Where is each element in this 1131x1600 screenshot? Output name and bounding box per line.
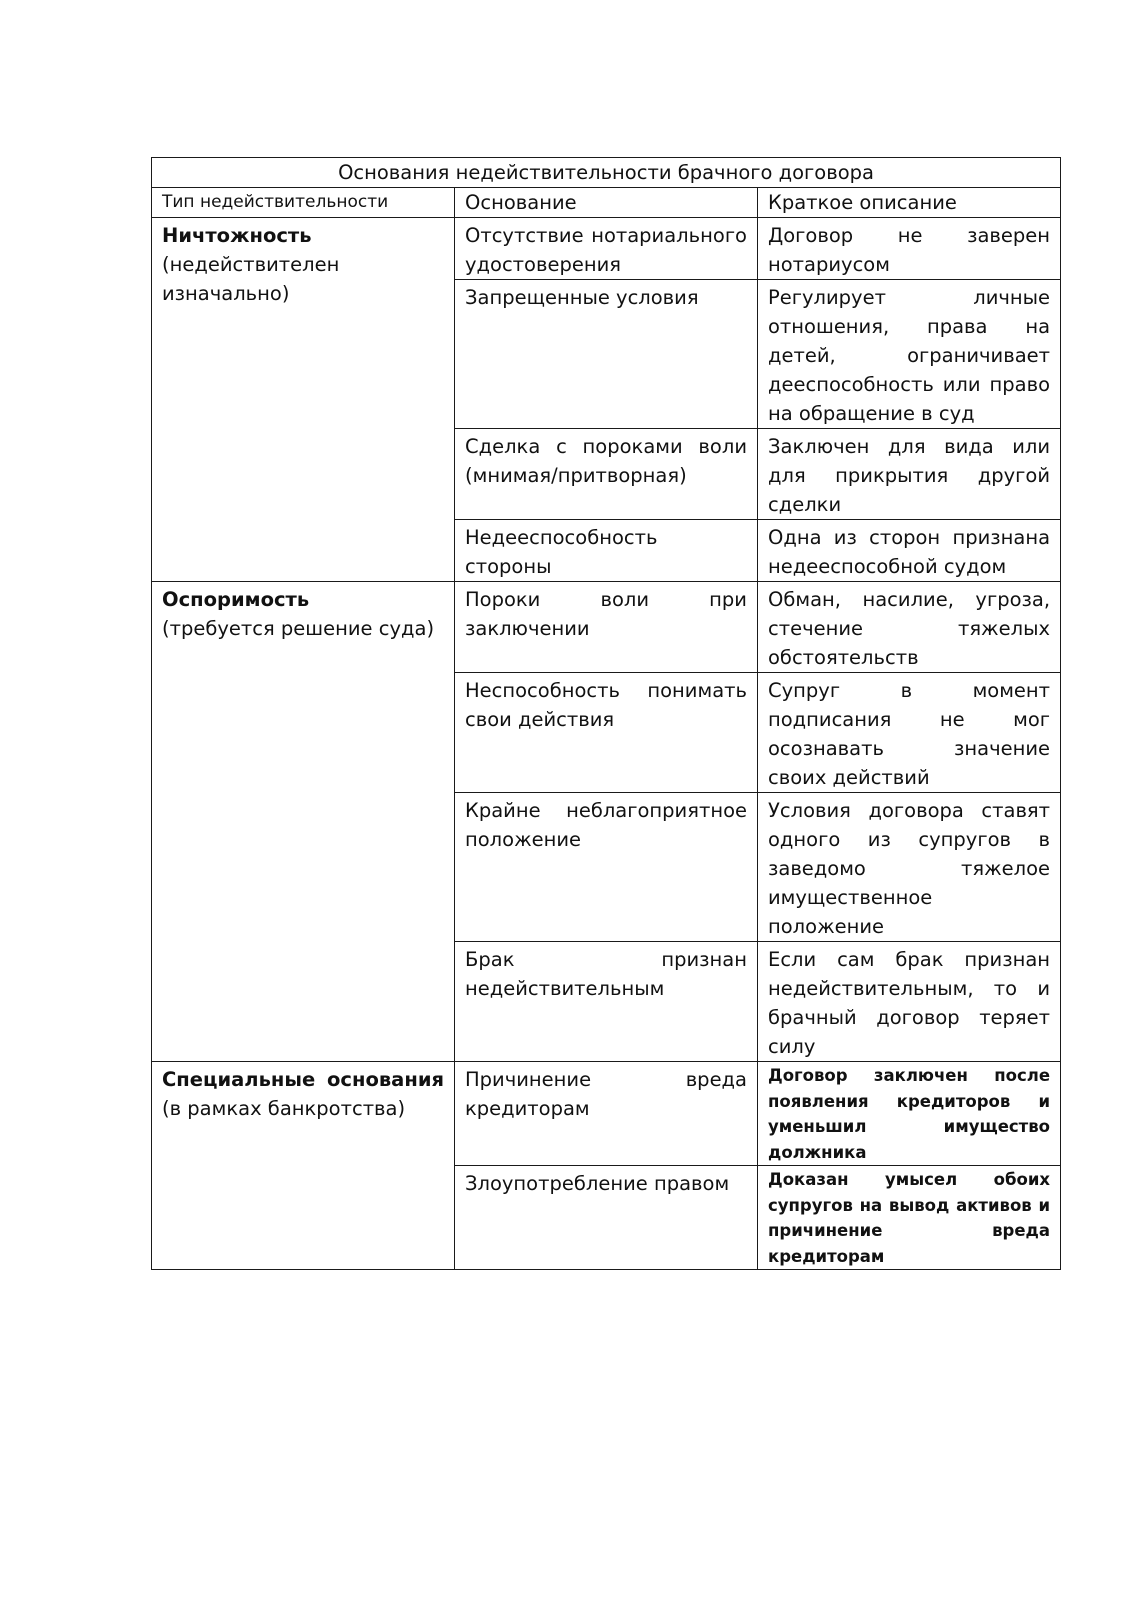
caption-row: [152, 158, 1061, 188]
type-cell-special: [152, 1062, 455, 1270]
ground-cell: Недееспособность стороны: [455, 520, 758, 582]
description-cell: Супруг в момент подписания не мог осознавать значение своих действий: [758, 673, 1061, 793]
header-row: [152, 188, 1061, 218]
table-row: [152, 582, 1061, 673]
header-type: Тип недействительности: [152, 188, 455, 218]
type-note: (недействителен изначально): [162, 253, 340, 305]
description-cell: Обман, насилие, угроза, стечение тяжелых обстоятельств: [758, 582, 1061, 673]
table-row: [152, 1062, 1061, 1166]
type-title: Оспоримость: [162, 588, 310, 611]
description-cell: Договор не заверен нотариусом: [758, 218, 1061, 280]
invalidity-grounds-table: [151, 157, 1061, 1270]
ground-cell: Крайне неблагоприятное положение: [455, 793, 758, 942]
type-note: (требуется решение суда): [162, 617, 435, 640]
ground-cell: Запрещенные условия: [455, 280, 758, 429]
ground-cell: Сделка с пороками воли (мнимая/притворная): [455, 429, 758, 520]
table-row: [152, 218, 1061, 280]
description-cell: Заключен для вида или для прикрытия другой сделки: [758, 429, 1061, 520]
type-cell-voidability: [152, 582, 455, 1062]
type-cell-nullity: [152, 218, 455, 582]
type-note: (в рамках банкротства): [162, 1097, 406, 1120]
description-cell: Договор заключен после появления кредиторов и уменьшил имущество должника: [758, 1062, 1061, 1166]
ground-cell: Отсутствие нотариального удостоверения: [455, 218, 758, 280]
type-title: Ничтожность: [162, 224, 312, 247]
description-cell: Регулирует личные отношения, права на детей, ограничивает дееспособность или право на обращение в суд: [758, 280, 1061, 429]
header-description: Краткое описание: [758, 188, 1061, 218]
ground-cell: Неспособность понимать свои действия: [455, 673, 758, 793]
ground-cell: Брак признан недействительным: [455, 942, 758, 1062]
ground-cell: Пороки воли при заключении: [455, 582, 758, 673]
table-caption: Основания недействительности брачного договора: [152, 158, 1061, 188]
description-cell: Если сам брак признан недействительным, то и брачный договор теряет силу: [758, 942, 1061, 1062]
type-title: Специальные основания: [162, 1068, 444, 1091]
header-ground: Основание: [455, 188, 758, 218]
description-cell: Одна из сторон признана недееспособной судом: [758, 520, 1061, 582]
ground-cell: Причинение вреда кредиторам: [455, 1062, 758, 1166]
description-cell: Условия договора ставят одного из супругов в заведомо тяжелое имущественное положение: [758, 793, 1061, 942]
description-cell: Доказан умысел обоих супругов на вывод активов и причинение вреда кредиторам: [758, 1166, 1061, 1270]
ground-cell: Злоупотребление правом: [455, 1166, 758, 1270]
